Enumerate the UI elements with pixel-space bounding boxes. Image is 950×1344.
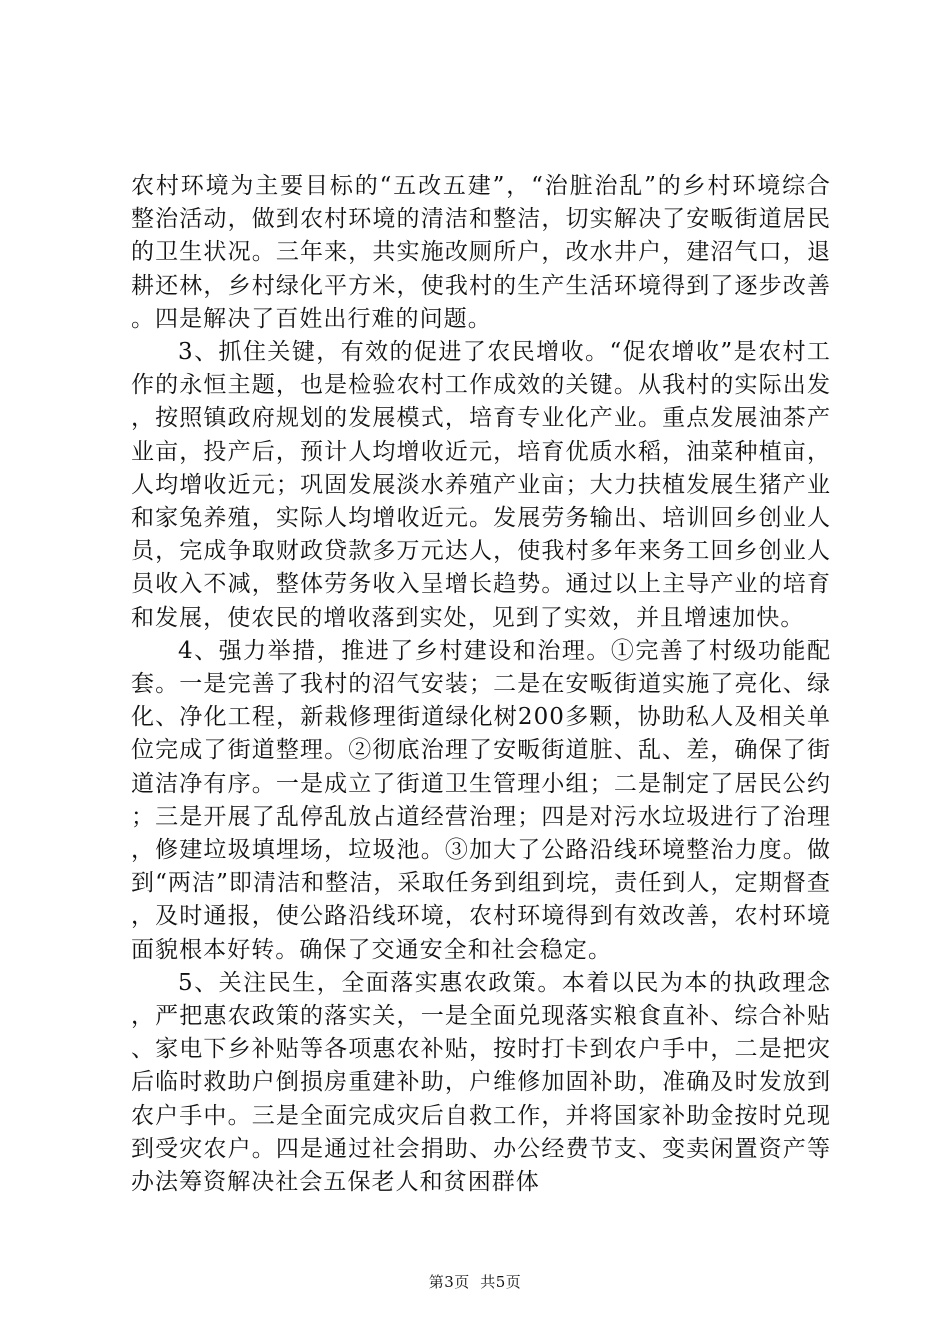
paragraph-3: 4、强力举措，推进了乡村建设和治理。①完善了村级功能配套。一是完善了我村的沼气安装；二是在安畈街道实施了亮化、绿化、净化工程，新栽修理街道绿化树200多颗，协助私人及相关单位完成了街道整理。②彻底治理了安畈街道脏、乱、差，确保了街道洁净有序。一是成立了街道卫生管理小组；二是制定了居民公约；三是开展了乱停乱放占道经营治理；四是对污水垃圾进行了治理，修建垃圾填埋场，垃圾池。③加大了公路沿线环境整治力度。做到“两洁”即清洁和整洁，采取任务到组到垸，责任到人，定期督查，及时通报，使公路沿线环境，农村环境得到有效改善，农村环境面貌根本好转。确保了交通安全和社会稳定。 [131, 637, 831, 963]
page-footer [0, 1272, 950, 1292]
paragraph-2: 3、抓住关键，有效的促进了农民增收。“促农增收”是农村工作的永恒主题，也是检验农村工作成效的关键。从我村的实际出发，按照镇政府规划的发展模式，培育专业化产业。重点发展油茶产业亩，投产后，预计人均增收近元，培育优质水稻，油菜种植亩，人均增收近元；巩固发展淡水养殖产业亩；大力扶植发展生猪产业和家兔养殖，实际人均增收近元。发展劳务输出、培训回乡创业人员，完成争取财政贷款多万元达人，使我村多年来务工回乡创业人员收入不减，整体劳务收入呈增长趋势。通过以上主导产业的培育和发展，使农民的增收落到实处，见到了实效，并且增速加快。 [131, 339, 831, 631]
paragraph-1: 农村环境为主要目标的“五改五建”，“治脏治乱”的乡村环境综合整治活动，做到农村环境的清洁和整洁，切实解决了安畈街道居民的卫生状况。三年来，共实施改厕所户，改水井户，建沼气口，退耕还林，乡村绿化平方米，使我村的生产生活环境得到了逐步改善。四是解决了百姓出行难的问题。 [131, 173, 831, 332]
document-body [131, 170, 831, 1199]
paragraph-4: 5、关注民生，全面落实惠农政策。本着以民为本的执政理念，严把惠农政策的落实关，一是全面兑现落实粮食直补、综合补贴、家电下乡补贴等各项惠农补贴，按时打卡到农户手中，二是把灾后临时救助户倒损房重建补助，户维修加固补助，准确及时发放到农户手中。三是全面完成灾后自救工作，并将国家补助金按时兑现到受灾农户。四是通过社会捐助、办公经费节支、变卖闲置资产等办法筹资解决社会五保老人和贫困群体 [131, 969, 831, 1196]
page-number-label: 第3页 共5页 [428, 1273, 522, 1291]
